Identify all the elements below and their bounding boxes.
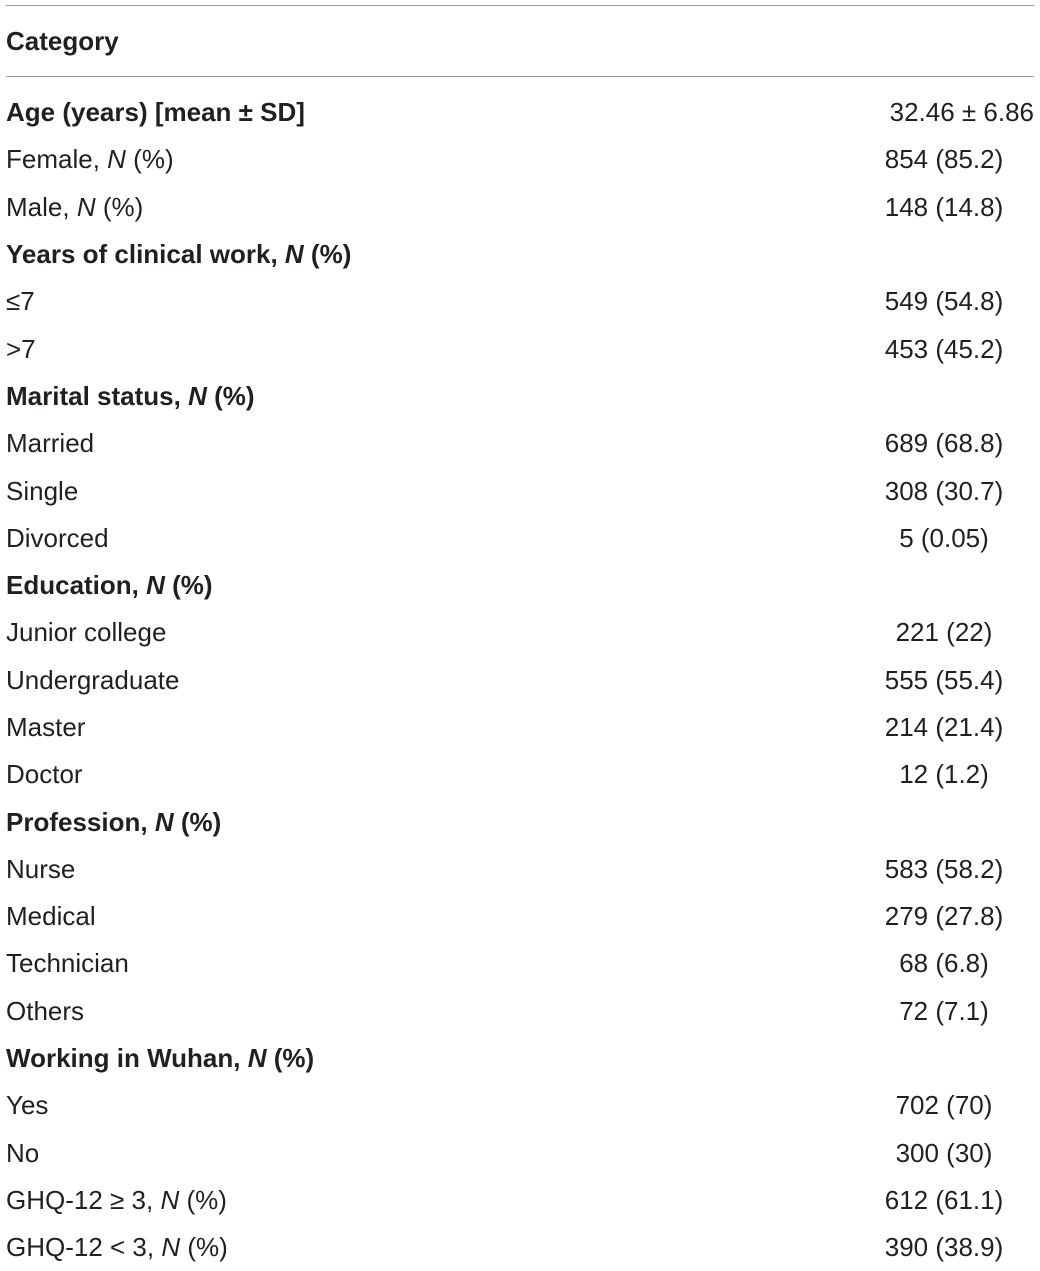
header-category: Category bbox=[6, 25, 119, 56]
table-row bbox=[6, 515, 1034, 562]
table-body bbox=[6, 77, 1034, 1271]
table-section-row bbox=[6, 1035, 1034, 1082]
table-row bbox=[6, 184, 1034, 231]
row-value: 390 (38.9) bbox=[884, 1232, 1004, 1263]
row-value: 308 (30.7) bbox=[884, 475, 1004, 506]
row-label-suffix: (%) bbox=[206, 380, 255, 411]
row-value: 221 (22) bbox=[895, 617, 993, 648]
row-label-n: N bbox=[161, 1232, 181, 1263]
row-value: 68 (6.8) bbox=[899, 948, 989, 979]
row-value: 689 (68.8) bbox=[884, 428, 1004, 459]
row-label bbox=[6, 144, 834, 175]
row-label bbox=[6, 1185, 834, 1216]
row-label bbox=[6, 1232, 834, 1263]
row-label-suffix: (%) bbox=[125, 144, 174, 175]
row-label-suffix: (%) bbox=[179, 1184, 227, 1215]
row-label: Technician bbox=[6, 948, 129, 979]
row-label-text: Years of clinical work, bbox=[6, 239, 285, 270]
row-label-n: N bbox=[284, 239, 304, 270]
row-value: 854 (85.2) bbox=[884, 144, 1004, 175]
row-label bbox=[6, 807, 834, 838]
row-label: Medical bbox=[6, 901, 96, 932]
row-value: 702 (70) bbox=[895, 1090, 993, 1121]
row-label: Nurse bbox=[6, 853, 76, 884]
row-label: ≤7 bbox=[6, 286, 35, 317]
row-label: Undergraduate bbox=[6, 664, 180, 695]
row-value: 453 (45.2) bbox=[884, 333, 1004, 364]
row-label bbox=[6, 239, 834, 270]
row-label bbox=[6, 381, 834, 412]
table-row bbox=[6, 1130, 1034, 1177]
row-label: >7 bbox=[6, 333, 36, 364]
row-label-n: N bbox=[188, 380, 207, 411]
row-label: No bbox=[6, 1137, 40, 1168]
table-row bbox=[6, 420, 1034, 467]
row-value: 612 (61.1) bbox=[884, 1184, 1004, 1215]
row-value: 5 (0.05) bbox=[899, 522, 989, 553]
row-label-suffix: (%) bbox=[266, 1043, 315, 1074]
table-row bbox=[6, 657, 1034, 704]
table-section-row bbox=[6, 798, 1034, 845]
table-row bbox=[6, 988, 1034, 1035]
row-value: 214 (21.4) bbox=[884, 712, 1004, 742]
row-label-text: Education, bbox=[6, 570, 147, 601]
row-label-suffix: (%) bbox=[180, 1232, 228, 1263]
row-label bbox=[6, 1043, 834, 1074]
table-row bbox=[6, 325, 1034, 372]
row-label bbox=[6, 192, 834, 223]
row-label-n: N bbox=[76, 191, 96, 222]
row-label-suffix: (%) bbox=[164, 570, 213, 601]
table-row bbox=[6, 467, 1034, 514]
row-value: 32.46 ± 6.86 bbox=[889, 97, 1034, 128]
table-row bbox=[6, 751, 1034, 798]
table-section-row bbox=[6, 89, 1034, 136]
row-value: 300 (30) bbox=[895, 1137, 993, 1168]
row-label: Others bbox=[6, 995, 85, 1026]
row-label: Single bbox=[6, 475, 79, 506]
row-label-n: N bbox=[247, 1043, 267, 1074]
table-section-row bbox=[6, 373, 1034, 420]
row-label-text: Working in Wuhan, bbox=[6, 1043, 248, 1074]
row-label-suffix: (%) bbox=[303, 239, 352, 270]
row-label-suffix: (%) bbox=[173, 806, 222, 837]
row-value: 12 (1.2) bbox=[899, 759, 989, 790]
table-row bbox=[6, 893, 1034, 940]
row-value: 148 (14.8) bbox=[884, 191, 1004, 222]
table-row bbox=[6, 1224, 1034, 1271]
row-label-n: N bbox=[146, 570, 165, 601]
row-label: Married bbox=[6, 428, 95, 459]
row-label: Doctor bbox=[6, 759, 83, 790]
table-row bbox=[6, 1082, 1034, 1129]
table-header bbox=[6, 6, 1034, 77]
table-row bbox=[6, 846, 1034, 893]
table-row bbox=[6, 940, 1034, 987]
table-row bbox=[6, 609, 1034, 656]
row-value: 72 (7.1) bbox=[899, 995, 989, 1026]
table-row bbox=[6, 136, 1034, 183]
row-label-n: N bbox=[154, 806, 174, 837]
row-label: Divorced bbox=[6, 522, 109, 553]
table-section-row bbox=[6, 231, 1034, 278]
row-label-text: Marital status, bbox=[6, 380, 189, 411]
row-label: Age (years) [mean ± SD] bbox=[6, 97, 305, 128]
row-label bbox=[6, 570, 834, 601]
demographics-table bbox=[6, 5, 1034, 1271]
row-label-text: GHQ-12 < 3, bbox=[6, 1232, 162, 1263]
table-row bbox=[6, 1177, 1034, 1224]
row-label-n: N bbox=[107, 144, 126, 175]
table-row bbox=[6, 278, 1034, 325]
row-label-text: Profession, bbox=[6, 806, 155, 837]
row-value: 279 (27.8) bbox=[884, 901, 1004, 932]
row-label-text: Male, bbox=[6, 191, 77, 222]
row-label-text: GHQ-12 ≥ 3, bbox=[6, 1184, 161, 1215]
row-label-text: Female, bbox=[6, 144, 108, 175]
table-row bbox=[6, 704, 1034, 751]
row-value: 555 (55.4) bbox=[884, 664, 1004, 695]
row-label: Junior college bbox=[6, 617, 167, 648]
row-value: 549 (54.8) bbox=[884, 286, 1004, 317]
row-value: 583 (58.2) bbox=[884, 853, 1004, 884]
table-section-row bbox=[6, 562, 1034, 609]
row-label: Master bbox=[6, 712, 86, 742]
row-label-suffix: (%) bbox=[95, 191, 144, 222]
row-label-n: N bbox=[160, 1184, 180, 1215]
row-label: Yes bbox=[6, 1090, 49, 1121]
